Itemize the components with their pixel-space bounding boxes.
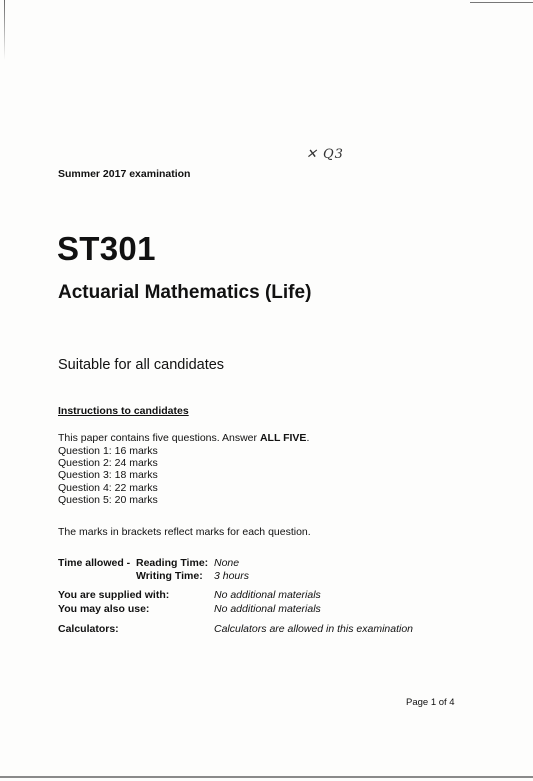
question-marks-list <box>58 445 158 507</box>
reading-time-label: Reading Time: <box>136 557 209 569</box>
intro-suffix: . <box>306 432 310 444</box>
list-item: Question 5: 20 marks <box>58 494 158 507</box>
list-item: Question 1: 16 marks <box>58 444 158 457</box>
scan-artifact-left <box>4 0 5 60</box>
may-use-value: No additional materials <box>214 603 321 615</box>
list-item: Question 4: 22 marks <box>58 481 158 494</box>
instructions-intro <box>58 432 309 445</box>
marks-note: The marks in brackets reflect marks for each question. <box>58 526 311 538</box>
course-title: Actuarial Mathematics (Life) <box>58 282 312 303</box>
page-number: Page 1 of 4 <box>406 697 455 708</box>
may-use-label: You may also use: <box>58 603 150 615</box>
instructions-heading: Instructions to candidates <box>58 405 189 417</box>
writing-time-value: 3 hours <box>214 570 250 582</box>
calculators-value: Calculators are allowed in this examination <box>214 623 414 635</box>
supplied-label: You are supplied with: <box>58 589 170 601</box>
time-allowed-label: Time allowed - <box>58 557 131 569</box>
exam-session: Summer 2017 examination <box>58 168 191 180</box>
supplied-value: No additional materials <box>214 589 321 601</box>
suitability-note: Suitable for all candidates <box>58 357 225 373</box>
course-code: ST301 <box>57 230 156 267</box>
list-item: Question 2: 24 marks <box>58 456 158 469</box>
scan-artifact-top <box>470 2 533 3</box>
intro-prefix: This paper contains five questions. Answer <box>58 432 260 444</box>
handwritten-annotation: ✕ Q3 <box>306 147 344 162</box>
scan-artifact-bottom <box>0 776 533 778</box>
reading-time-value: None <box>214 557 240 569</box>
intro-emphasis: ALL FIVE <box>259 432 307 444</box>
calculators-label: Calculators: <box>58 623 119 635</box>
writing-time-label: Writing Time: <box>136 570 203 582</box>
list-item: Question 3: 18 marks <box>58 469 158 482</box>
